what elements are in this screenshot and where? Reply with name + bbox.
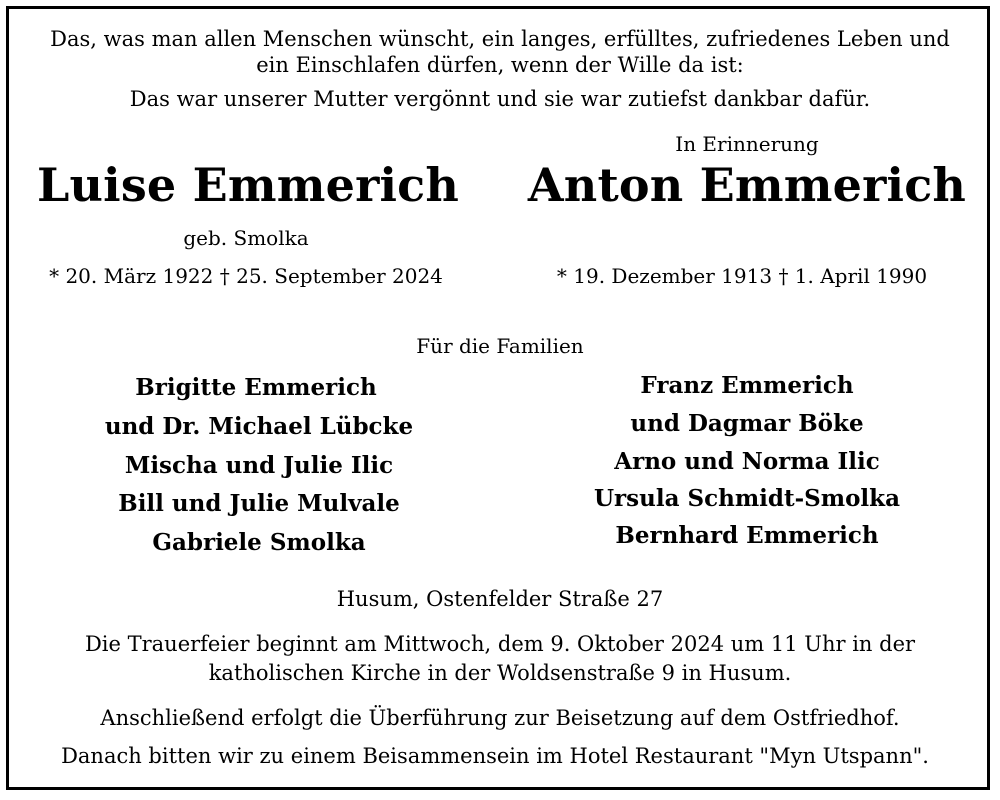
service-line-2: katholischen Kirche in der Woldsenstraße 9 in Husum. bbox=[208, 661, 792, 685]
left-person-dates: * 20. März 1922 † 25. September 2024 bbox=[49, 264, 443, 288]
service-line-3: Anschließend erfolgt die Überführung zur Beisetzung auf dem Ostfriedhof. bbox=[100, 706, 900, 730]
service-line-1: Die Trauerfeier beginnt am Mittwoch, dem 9. Oktober 2024 um 11 Uhr in der bbox=[84, 632, 916, 656]
left-person-name: Luise Emmerich bbox=[36, 158, 460, 212]
in-memory-label: In Erinnerung bbox=[675, 132, 819, 156]
families-heading: Für die Familien bbox=[416, 334, 584, 358]
intro-line-2: ein Einschlafen dürfen, wenn der Wille da ist: bbox=[256, 53, 744, 77]
family-left-name: und Dr. Michael Lübcke bbox=[104, 413, 414, 440]
right-person-name: Anton Emmerich bbox=[527, 158, 967, 212]
address: Husum, Ostenfelder Straße 27 bbox=[336, 587, 664, 611]
family-right-name: und Dagmar Böke bbox=[630, 410, 864, 437]
left-person-maiden-name: geb. Smolka bbox=[183, 226, 309, 250]
family-left-name: Brigitte Emmerich bbox=[135, 374, 377, 401]
family-left-name: Gabriele Smolka bbox=[152, 529, 366, 556]
service-line-4: Danach bitten wir zu einem Beisammensein im Hotel Restaurant "Myn Utspann". bbox=[61, 744, 929, 768]
family-right-name: Arno und Norma Ilic bbox=[614, 448, 880, 475]
family-left-name: Bill und Julie Mulvale bbox=[118, 490, 400, 517]
intro-line-3: Das war unserer Mutter vergönnt und sie war zutiefst dankbar dafür. bbox=[129, 87, 871, 111]
family-right-name: Franz Emmerich bbox=[640, 372, 854, 399]
intro-line-1: Das, was man allen Menschen wünscht, ein langes, erfülltes, zufriedenes Leben und bbox=[50, 27, 950, 51]
family-right-name: Bernhard Emmerich bbox=[615, 522, 879, 549]
family-right-name: Ursula Schmidt-Smolka bbox=[593, 485, 901, 512]
right-person-dates: * 19. Dezember 1913 † 1. April 1990 bbox=[556, 264, 928, 288]
family-left-name: Mischa und Julie Ilic bbox=[124, 452, 394, 479]
